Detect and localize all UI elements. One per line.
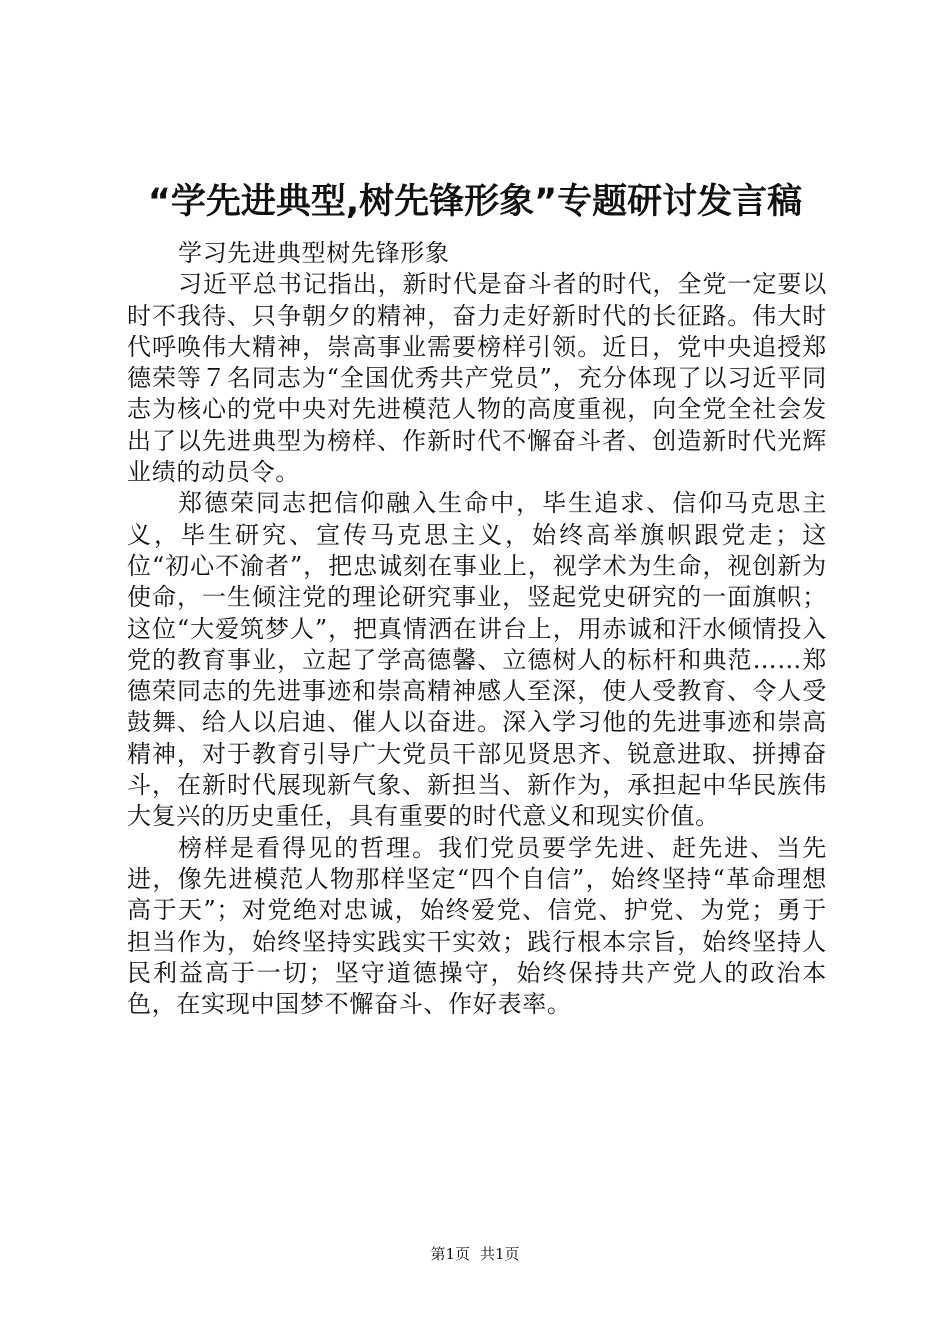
- page-footer: [0, 1244, 950, 1264]
- body-paragraph-3: 榜样是看得见的哲理。我们党员要学先进、赶先进、当先进，像先进模范人物那样坚定“四个自信”，始终坚持“革命理想高于天”；对党绝对忠诚，始终爱党、信党、护党、为党；勇于担当作为，始终坚持实践实干实效；践行根本宗旨，始终坚持人民利益高于一切；坚守道德操守，始终保持共产党人的政治本色，在实现中国梦不懈奋斗、作好表率。: [127, 833, 827, 1019]
- document-title: “学先进典型,树先锋形象”专题研讨发言稿: [147, 182, 803, 222]
- page-number: 第1页: [430, 1245, 470, 1263]
- document-body: [127, 238, 827, 1020]
- body-paragraph-1: 习近平总书记指出，新时代是奋斗者的时代，全党一定要以时不我待、只争朝夕的精神，奋力走好新时代的长征路。伟大时代呼唤伟大精神，崇高事业需要榜样引领。近日，党中央追授郑德荣等７名同志为“全国优秀共产党员”，充分体现了以习近平同志为核心的党中央对先进模范人物的高度重视，向全党全社会发出了以先进典型为榜样、作新时代不懈奋斗者、创造新时代光辉业绩的动员令。: [127, 270, 827, 487]
- page-total: 共1页: [480, 1245, 520, 1263]
- body-paragraph-2: 郑德荣同志把信仰融入生命中，毕生追求、信仰马克思主义，毕生研究、宣传马克思主义，始终高举旗帜跟党走；这位“初心不渝者”，把忠诚刻在事业上，视学术为生命，视创新为使命，一生倾注党的理论研究事业，竖起党史研究的一面旗帜；这位“大爱筑梦人”，把真情洒在讲台上，用赤诚和汗水倾情投入党的教育事业，立起了学高德馨、立德树人的标杆和典范……郑德荣同志的先进事迹和崇高精神感人至深，使人受教育、令人受鼓舞、给人以启迪、催人以奋进。深入学习他的先进事迹和崇高精神，对于教育引导广大党员干部见贤思齐、锐意进取、拼搏奋斗，在新时代展现新气象、新担当、新作为，承担起中华民族伟大复兴的历史重任，具有重要的时代意义和现实价值。: [127, 489, 827, 831]
- subtitle-paragraph: 学习先进典型树先锋形象: [178, 239, 450, 267]
